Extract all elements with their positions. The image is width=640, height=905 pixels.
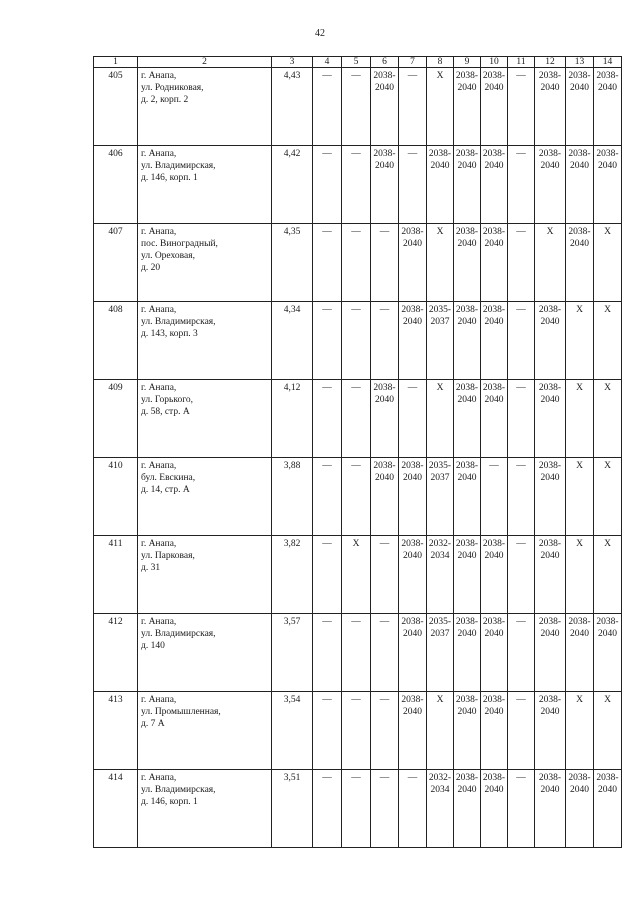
period-cell xyxy=(427,458,454,536)
period-cell xyxy=(566,146,594,224)
address-line: г. Анапа, xyxy=(141,617,177,627)
column-header: 4 xyxy=(313,57,342,68)
period-text: 2038- 2040 xyxy=(455,461,479,483)
period-cell xyxy=(535,380,566,458)
address-line: г. Анапа, xyxy=(141,383,177,393)
period-cell xyxy=(535,536,566,614)
period-cell: — xyxy=(399,770,427,848)
period-cell xyxy=(427,302,454,380)
period-cell xyxy=(535,770,566,848)
period-cell xyxy=(454,692,481,770)
period-cell xyxy=(454,458,481,536)
period-cell: — xyxy=(508,536,535,614)
period-cell xyxy=(535,68,566,146)
period-cell: — xyxy=(508,458,535,536)
period-cell: — xyxy=(313,68,342,146)
period-cell xyxy=(481,68,508,146)
period-text: 2038- 2040 xyxy=(596,617,619,639)
period-text: 2038- 2040 xyxy=(538,461,562,483)
address-line: д. 143, корп. 3 xyxy=(141,329,198,339)
period-cell xyxy=(566,68,594,146)
period-cell: — xyxy=(313,380,342,458)
address-line: д. 20 xyxy=(141,263,161,273)
period-cell: — xyxy=(371,770,399,848)
value-cell: 3,57 xyxy=(272,614,313,692)
period-cell xyxy=(535,614,566,692)
table-row xyxy=(94,614,622,692)
address-line: д. 31 xyxy=(141,563,161,573)
period-cell xyxy=(454,302,481,380)
period-text: 2038- 2040 xyxy=(455,227,479,249)
address-line: пос. Виноградный, xyxy=(141,239,218,249)
period-cell: — xyxy=(399,380,427,458)
column-header: 7 xyxy=(399,57,427,68)
period-cell: — xyxy=(508,380,535,458)
period-cell: — xyxy=(342,68,371,146)
address-cell xyxy=(138,614,272,692)
address-cell xyxy=(138,770,272,848)
table-row xyxy=(94,692,622,770)
period-text: 2038- 2040 xyxy=(482,71,506,93)
period-text: 2038- 2040 xyxy=(455,695,479,717)
period-cell xyxy=(427,536,454,614)
period-text: 2038- 2040 xyxy=(455,773,479,795)
period-text: 2038- 2040 xyxy=(482,305,506,327)
period-cell: — xyxy=(481,458,508,536)
address-cell xyxy=(138,68,272,146)
column-header-row xyxy=(94,57,622,68)
register-table xyxy=(93,56,622,848)
period-cell: — xyxy=(508,614,535,692)
period-cell xyxy=(454,770,481,848)
period-text: 2038- 2040 xyxy=(596,149,619,171)
period-cell xyxy=(454,68,481,146)
value-cell: 4,35 xyxy=(272,224,313,302)
period-cell: — xyxy=(508,692,535,770)
table-row xyxy=(94,302,622,380)
period-text: 2038- 2040 xyxy=(538,71,562,93)
period-cell: — xyxy=(342,692,371,770)
address-line: ул. Промышленная, xyxy=(141,707,221,717)
period-cell: — xyxy=(508,146,535,224)
column-header: 5 xyxy=(342,57,371,68)
address-cell xyxy=(138,536,272,614)
period-cell xyxy=(481,692,508,770)
period-text: 2038- 2040 xyxy=(482,149,506,171)
period-cell: — xyxy=(508,770,535,848)
period-cell: — xyxy=(508,224,535,302)
period-cell xyxy=(481,224,508,302)
period-cell xyxy=(454,380,481,458)
period-cell: X xyxy=(427,692,454,770)
period-cell xyxy=(371,68,399,146)
value-cell: 3,54 xyxy=(272,692,313,770)
period-cell xyxy=(481,302,508,380)
period-cell: — xyxy=(342,380,371,458)
address-line: ул. Родниковая, xyxy=(141,83,204,93)
period-text: 2035- 2037 xyxy=(428,461,452,483)
period-cell: — xyxy=(342,458,371,536)
period-cell: X xyxy=(594,692,622,770)
address-line: д. 58, стр. А xyxy=(141,407,190,417)
row-number: 411 xyxy=(94,536,138,614)
period-text: 2038- 2040 xyxy=(401,539,424,561)
period-cell xyxy=(371,380,399,458)
period-cell xyxy=(399,302,427,380)
value-cell: 3,82 xyxy=(272,536,313,614)
period-cell xyxy=(481,146,508,224)
period-text: 2038- 2040 xyxy=(401,461,424,483)
period-cell: X xyxy=(566,692,594,770)
period-text: 2038- 2040 xyxy=(482,227,506,249)
period-cell: X xyxy=(594,302,622,380)
period-text: 2038- 2040 xyxy=(596,773,619,795)
period-text: 2032- 2034 xyxy=(428,539,452,561)
period-cell xyxy=(371,458,399,536)
period-text: 2038- 2040 xyxy=(538,617,562,639)
period-cell: — xyxy=(342,146,371,224)
period-text: 2038- 2040 xyxy=(538,305,562,327)
period-cell xyxy=(481,614,508,692)
row-number: 406 xyxy=(94,146,138,224)
period-cell: X xyxy=(427,224,454,302)
period-text: 2038- 2040 xyxy=(568,617,591,639)
period-cell xyxy=(594,770,622,848)
period-text: 2038- 2040 xyxy=(401,695,424,717)
row-number: 413 xyxy=(94,692,138,770)
address-line: д. 146, корп. 1 xyxy=(141,797,198,807)
address-cell xyxy=(138,224,272,302)
period-cell xyxy=(427,614,454,692)
period-cell: — xyxy=(342,224,371,302)
address-line: г. Анапа, xyxy=(141,773,177,783)
address-cell xyxy=(138,302,272,380)
column-header: 3 xyxy=(272,57,313,68)
period-text: 2038- 2040 xyxy=(373,71,396,93)
period-text: 2038- 2040 xyxy=(596,71,619,93)
period-cell: — xyxy=(313,224,342,302)
address-line: д. 146, корп. 1 xyxy=(141,173,198,183)
period-cell xyxy=(454,614,481,692)
column-header: 13 xyxy=(566,57,594,68)
period-cell xyxy=(454,146,481,224)
table-row xyxy=(94,224,622,302)
period-text: 2038- 2040 xyxy=(455,305,479,327)
address-line: ул. Владимирская, xyxy=(141,629,216,639)
table-row xyxy=(94,146,622,224)
period-text: 2038- 2040 xyxy=(455,149,479,171)
address-cell xyxy=(138,146,272,224)
period-text: 2038- 2040 xyxy=(538,149,562,171)
period-cell: — xyxy=(313,146,342,224)
value-cell: 3,51 xyxy=(272,770,313,848)
period-cell: X xyxy=(566,302,594,380)
period-text: 2038- 2040 xyxy=(568,71,591,93)
period-text: 2035- 2037 xyxy=(428,305,452,327)
table-row xyxy=(94,68,622,146)
period-cell: — xyxy=(313,536,342,614)
period-cell: — xyxy=(313,458,342,536)
period-cell: — xyxy=(313,770,342,848)
row-number: 414 xyxy=(94,770,138,848)
period-text: 2035- 2037 xyxy=(428,617,452,639)
period-cell: X xyxy=(594,536,622,614)
period-cell: X xyxy=(535,224,566,302)
address-line: г. Анапа, xyxy=(141,149,177,159)
period-cell: — xyxy=(313,302,342,380)
period-text: 2038- 2040 xyxy=(401,305,424,327)
period-text: 2038- 2040 xyxy=(401,617,424,639)
column-header: 8 xyxy=(427,57,454,68)
period-cell xyxy=(481,536,508,614)
value-cell: 3,88 xyxy=(272,458,313,536)
row-number: 405 xyxy=(94,68,138,146)
period-cell xyxy=(535,692,566,770)
row-number: 410 xyxy=(94,458,138,536)
column-header: 6 xyxy=(371,57,399,68)
period-text: 2038- 2040 xyxy=(538,695,562,717)
column-header: 11 xyxy=(508,57,535,68)
row-number: 412 xyxy=(94,614,138,692)
period-text: 2038- 2040 xyxy=(568,227,591,249)
address-cell xyxy=(138,458,272,536)
address-cell xyxy=(138,380,272,458)
period-cell xyxy=(454,224,481,302)
period-text: 2038- 2040 xyxy=(373,383,396,405)
period-cell: — xyxy=(371,614,399,692)
period-cell: X xyxy=(594,458,622,536)
period-cell: X xyxy=(342,536,371,614)
address-line: ул. Владимирская, xyxy=(141,785,216,795)
address-line: г. Анапа, xyxy=(141,305,177,315)
row-number: 407 xyxy=(94,224,138,302)
period-cell xyxy=(566,770,594,848)
period-text: 2038- 2040 xyxy=(538,773,562,795)
period-cell xyxy=(399,536,427,614)
period-cell xyxy=(481,380,508,458)
period-cell: — xyxy=(371,224,399,302)
period-cell: — xyxy=(342,302,371,380)
period-text: 2038- 2040 xyxy=(482,617,506,639)
period-text: 2038- 2040 xyxy=(455,617,479,639)
table-row xyxy=(94,770,622,848)
period-cell: X xyxy=(427,68,454,146)
period-cell xyxy=(399,614,427,692)
column-header: 9 xyxy=(454,57,481,68)
period-text: 2038- 2040 xyxy=(568,149,591,171)
period-cell: — xyxy=(313,692,342,770)
period-text: 2038- 2040 xyxy=(455,71,479,93)
address-line: д. 14, стр. А xyxy=(141,485,190,495)
address-line: г. Анапа, xyxy=(141,227,177,237)
address-line: ул. Ореховая, xyxy=(141,251,195,261)
period-text: 2038- 2040 xyxy=(538,539,562,561)
period-cell: — xyxy=(371,692,399,770)
address-line: бул. Евскина, xyxy=(141,473,196,483)
address-line: г. Анапа, xyxy=(141,695,177,705)
period-cell xyxy=(481,770,508,848)
period-text: 2032- 2034 xyxy=(428,773,452,795)
period-cell: X xyxy=(427,380,454,458)
period-text: 2038- 2040 xyxy=(568,773,591,795)
period-cell: — xyxy=(371,302,399,380)
period-cell xyxy=(566,224,594,302)
period-cell: — xyxy=(508,68,535,146)
period-cell xyxy=(535,302,566,380)
address-line: ул. Владимирская, xyxy=(141,161,216,171)
address-line: г. Анапа, xyxy=(141,71,177,81)
period-cell xyxy=(566,614,594,692)
period-cell xyxy=(399,458,427,536)
period-cell xyxy=(399,224,427,302)
period-text: 2038- 2040 xyxy=(482,539,506,561)
address-cell xyxy=(138,692,272,770)
table-row xyxy=(94,380,622,458)
period-text: 2038- 2040 xyxy=(482,773,506,795)
address-line: ул. Владимирская, xyxy=(141,317,216,327)
period-text: 2038- 2040 xyxy=(482,383,506,405)
period-cell xyxy=(371,146,399,224)
period-cell: X xyxy=(594,224,622,302)
address-line: д. 140 xyxy=(141,641,165,651)
value-cell: 4,34 xyxy=(272,302,313,380)
period-cell: X xyxy=(594,380,622,458)
period-text: 2038- 2040 xyxy=(428,149,452,171)
period-cell: — xyxy=(508,302,535,380)
address-line: ул. Парковая, xyxy=(141,551,195,561)
address-line: д. 7 А xyxy=(141,719,165,729)
page-number: 42 xyxy=(315,28,325,39)
row-number: 408 xyxy=(94,302,138,380)
period-cell: X xyxy=(566,380,594,458)
period-cell: — xyxy=(313,614,342,692)
period-text: 2038- 2040 xyxy=(401,227,424,249)
address-line: г. Анапа, xyxy=(141,539,177,549)
column-header: 12 xyxy=(535,57,566,68)
period-cell xyxy=(535,458,566,536)
address-line: г. Анапа, xyxy=(141,461,177,471)
period-cell xyxy=(399,692,427,770)
table-row xyxy=(94,458,622,536)
value-cell: 4,43 xyxy=(272,68,313,146)
period-cell: — xyxy=(399,68,427,146)
column-header: 2 xyxy=(138,57,272,68)
period-text: 2038- 2040 xyxy=(482,695,506,717)
value-cell: 4,12 xyxy=(272,380,313,458)
period-text: 2038- 2040 xyxy=(538,383,562,405)
address-line: ул. Горького, xyxy=(141,395,193,405)
column-header: 14 xyxy=(594,57,622,68)
value-cell: 4,42 xyxy=(272,146,313,224)
period-cell: X xyxy=(566,536,594,614)
period-text: 2038- 2040 xyxy=(373,149,396,171)
column-header: 10 xyxy=(481,57,508,68)
table-body xyxy=(94,57,622,848)
period-text: 2038- 2040 xyxy=(455,383,479,405)
period-cell: — xyxy=(371,536,399,614)
table-row xyxy=(94,536,622,614)
address-line: д. 2, корп. 2 xyxy=(141,95,189,105)
period-cell xyxy=(427,146,454,224)
period-cell: — xyxy=(342,614,371,692)
period-cell xyxy=(535,146,566,224)
period-text: 2038- 2040 xyxy=(455,539,479,561)
period-cell xyxy=(594,146,622,224)
column-header: 1 xyxy=(94,57,138,68)
period-cell: X xyxy=(566,458,594,536)
period-cell: — xyxy=(399,146,427,224)
row-number: 409 xyxy=(94,380,138,458)
period-cell xyxy=(454,536,481,614)
period-text: 2038- 2040 xyxy=(373,461,396,483)
period-cell xyxy=(594,68,622,146)
period-cell xyxy=(594,614,622,692)
period-cell: — xyxy=(342,770,371,848)
period-cell xyxy=(427,770,454,848)
